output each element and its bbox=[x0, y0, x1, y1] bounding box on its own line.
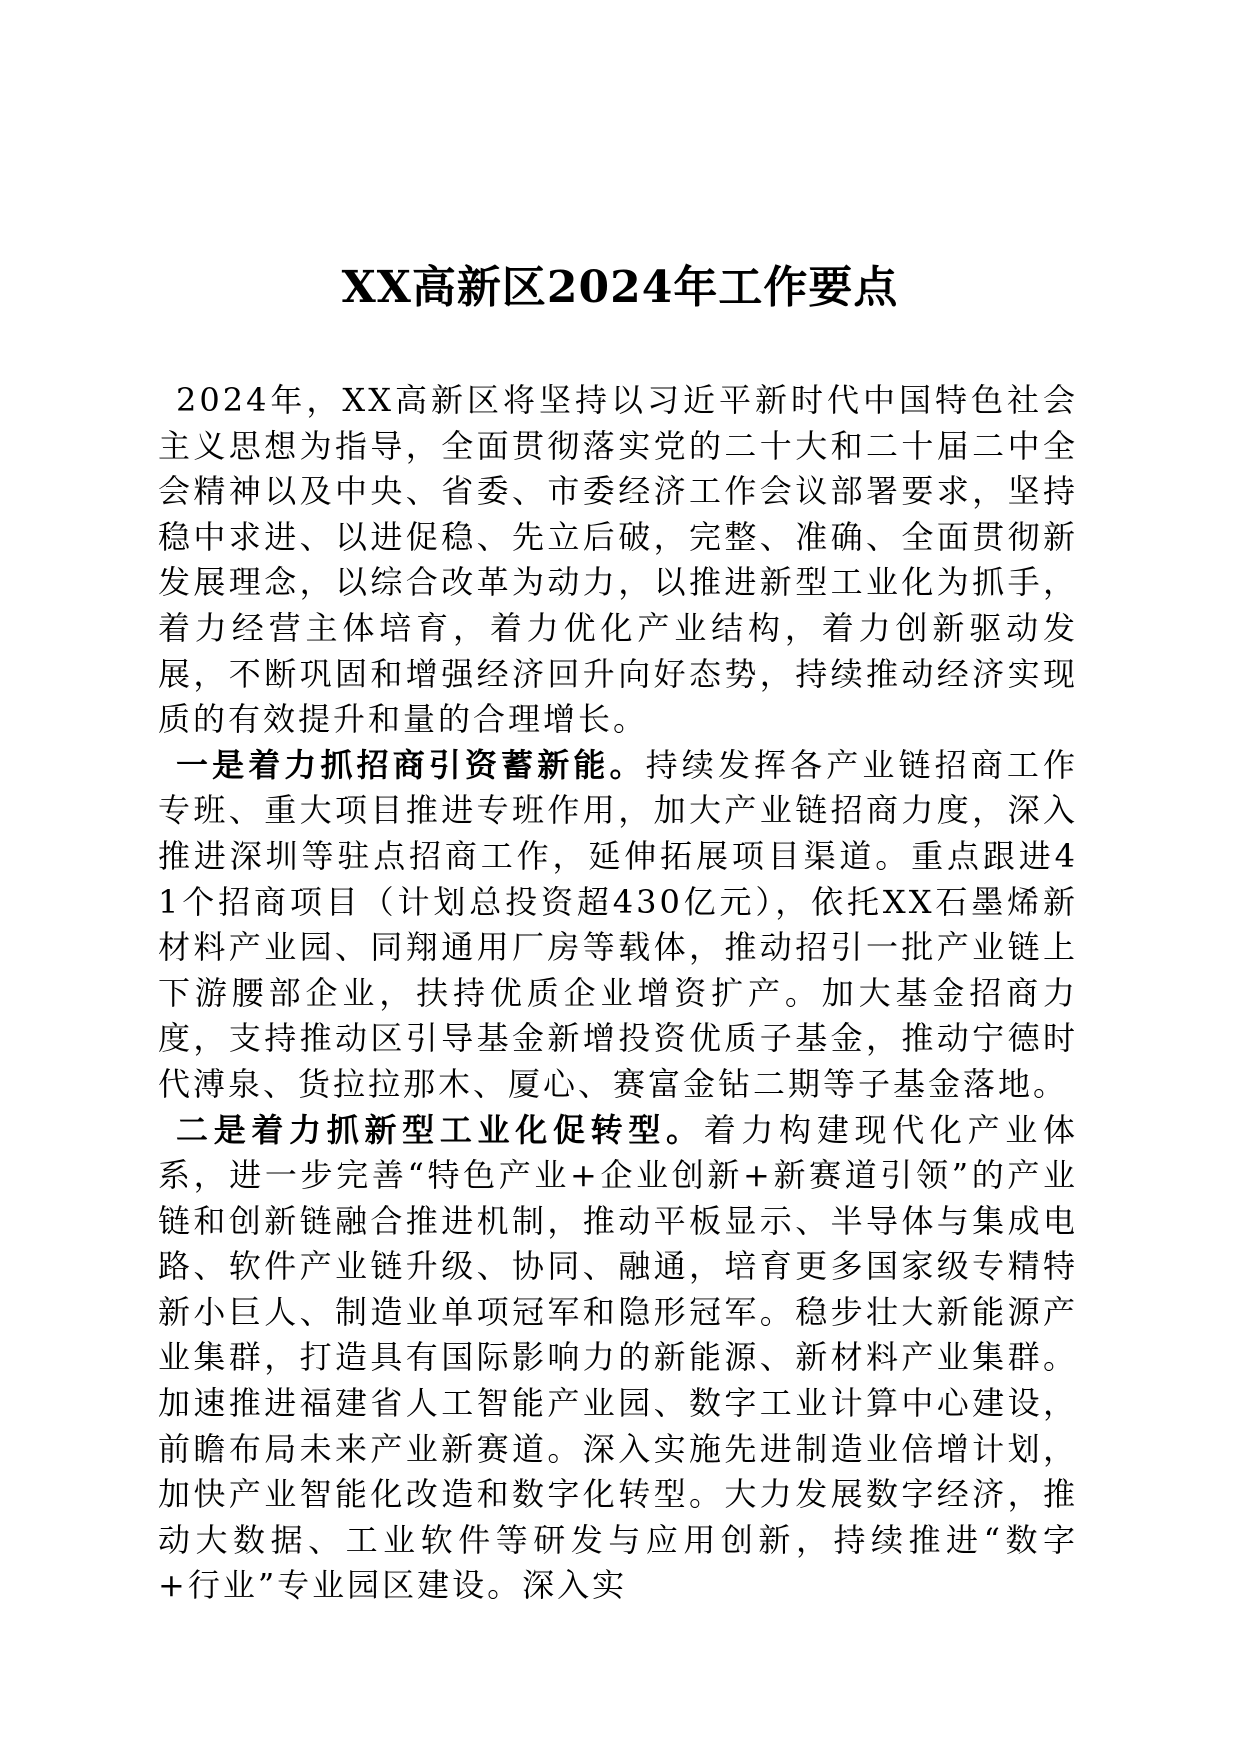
paragraph-intro bbox=[158, 378, 1078, 743]
paragraph-text: 2024年，XX高新区将坚持以习近平新时代中国特色社会主义思想为指导，全面贯彻落实党的二十大和二十届二中全会精神以及中央、省委、市委经济工作会议部署要求，坚持稳中求进、以进促稳、先立后破，完整、准确、全面贯彻新发展理念，以综合改革为动力，以推进新型工业化为抓手，着力经营主体培育，着力优化产业结构，着力创新驱动发展，不断巩固和增强经济回升向好态势，持续推动经济实现质的有效提升和量的合理增长。 bbox=[158, 381, 1078, 739]
document-title: XX高新区2024年工作要点 bbox=[341, 262, 899, 313]
paragraph-lead: 一是着力抓招商引资蓄新能。 bbox=[176, 745, 646, 784]
paragraph-industrialization bbox=[158, 1108, 1078, 1610]
paragraph-text: 着力构建现代化产业体系，进一步完善“特色产业+企业创新+新赛道引领”的产业链和创新链融合推进机制，推动平板显示、半导体与集成电路、软件产业链升级、协同、融通，培育更多国家级专精特新小巨人、制造业单项冠军和隐形冠军。稳步壮大新能源产业集群，打造具有国际影响力的新能源、新材料产业集群。加速推进福建省人工智能产业园、数字工业计算中心建设，前瞻布局未来产业新赛道。深入实施先进制造业倍增计划，加快产业智能化改造和数字化转型。大力发展数字经济，推动大数据、工业软件等研发与应用创新，持续推进“数字+行业”专业园区建设。深入实 bbox=[158, 1110, 1078, 1605]
paragraph-lead: 二是着力抓新型工业化促转型。 bbox=[176, 1110, 704, 1149]
document-body bbox=[158, 378, 1078, 1609]
paragraph-investment bbox=[158, 743, 1078, 1108]
paragraph-text: 持续发挥各产业链招商工作专班、重大项目推进专班作用，加大产业链招商力度，深入推进深圳等驻点招商工作，延伸拓展项目渠道。重点跟进41个招商项目（计划总投资超430亿元），依托XX石墨烯新材料产业园、同翔通用厂房等载体，推动招引一批产业链上下游腰部企业，扶持优质企业增资扩产。加大基金招商力度，支持推动区引导基金新增投资优质子基金，推动宁德时代溥泉、货拉拉那木、厦心、赛富金钻二期等子基金落地。 bbox=[158, 745, 1078, 1103]
